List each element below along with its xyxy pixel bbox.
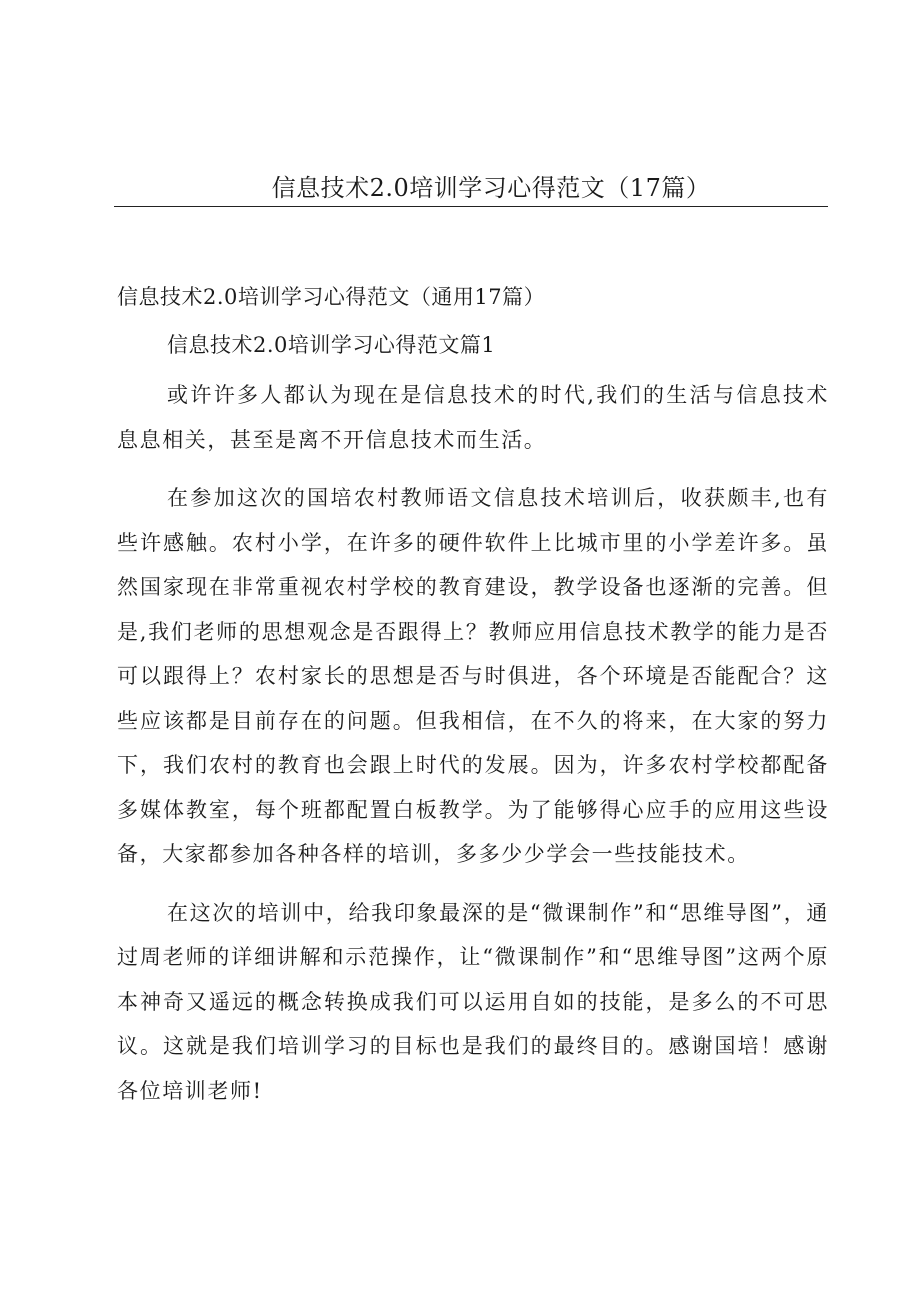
paragraph: 在参加这次的国培农村教师语文信息技术培训后，收获颇丰,也有些许感触。农村小学，在许多的硬件软件上比城市里的小学差许多。虽然国家现在非常重视农村学校的教育建设，教学设备也逐渐的完善。但是,我们老师的思想观念是否跟得上？教师应用信息技术教学的能力是否可以跟得上？农村家长的思想是否与时俱进，各个环境是否能配合？这些应该都是目前存在的问题。但我相信，在不久的将来，在大家的努力下，我们农村的教育也会跟上时代的发展。因为，许多农村学校都配备多媒体教室，每个班都配置白板教学。为了能够得心应手的应用这些设备，大家都参加各种各样的培训，多多少少学会一些技能技术。: [117, 486, 829, 866]
paragraph: 或许许多人都认为现在是信息技术的时代,我们的生活与信息技术息息相关，甚至是离不开信息技术而生活。: [117, 383, 829, 452]
paragraph: 在这次的培训中，给我印象最深的是“微课制作”和“思维导图”，通过周老师的详细讲解和示范操作，让“微课制作”和“思维导图”这两个原本神奇又遥远的概念转换成我们可以运用自如的技能，是多么的不可思议。这就是我们培训学习的目标也是我们的最终目的。感谢国培！感谢各位培训老师!: [117, 900, 829, 1103]
title-block: [114, 172, 828, 207]
lead-line: 信息技术2.0培训学习心得范文（通用17篇）: [117, 285, 546, 309]
document-title: 信息技术2.0培训学习心得范文（17篇）: [271, 174, 711, 202]
document-body: [117, 281, 829, 1113]
section-title: 信息技术2.0培训学习心得范文篇1: [167, 333, 496, 357]
